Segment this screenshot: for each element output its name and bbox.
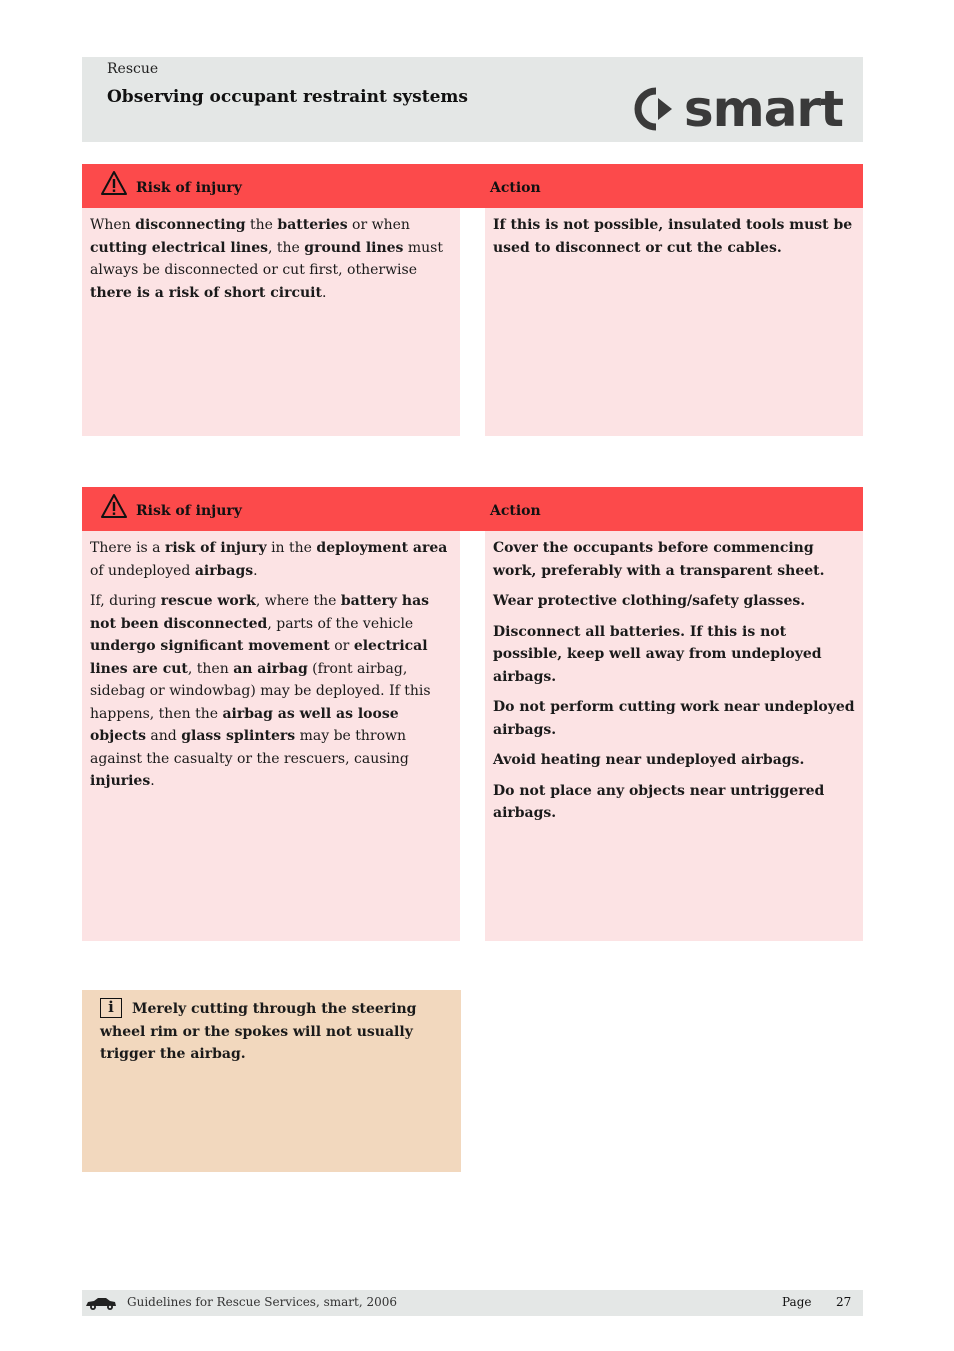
warning-triangle-icon	[100, 493, 128, 519]
table2-risk-paragraph-2: If, during rescue work, where the battery has not been disconnected, parts of the vehicle undergo significant movement or electrical lines are cut, then an airbag (front airbag, sidebag or windowbag) may be deployed. If this happens, then the airbag as well as loose objects and glass splinters may be thrown against the casualty or the rescuers, causing injuries.	[90, 593, 431, 789]
table2-risk-cell	[82, 531, 460, 941]
action-item: Disconnect all batteries. If this is not possible, keep well away from undeployed airbags.	[493, 623, 822, 685]
smart-logo	[634, 80, 843, 138]
section-label: Rescue	[107, 61, 159, 77]
table1-risk-cell	[82, 208, 460, 436]
action-label: Action	[490, 503, 541, 519]
table1-action-text: If this is not possible, insulated tools must be used to disconnect or cut the cables.	[493, 217, 853, 256]
page-footer	[82, 1290, 863, 1316]
page-number: 27	[836, 1295, 852, 1309]
action-label: Action	[490, 180, 541, 196]
table2-risk-paragraph-1: There is a risk of injury in the deployment area of undeployed airbags.	[90, 540, 448, 579]
info-icon: i	[100, 998, 122, 1018]
smart-logo-mark	[634, 87, 678, 131]
action-item: Do not perform cutting work near undeployed airbags.	[493, 699, 855, 738]
table2-header	[82, 487, 863, 531]
info-note-text: Merely cutting through the steering wheel rim or the spokes will not usually trigger the airbag.	[100, 1001, 417, 1062]
car-icon	[84, 1295, 118, 1311]
smart-logo-text: smart	[683, 80, 843, 138]
warning-triangle-icon	[100, 170, 128, 196]
info-note	[82, 990, 461, 1172]
risk-of-injury-label: Risk of injury	[136, 180, 242, 196]
page-label: Page	[782, 1295, 812, 1309]
table1-header	[82, 164, 863, 208]
table1-risk-text: When disconnecting the batteries or when cutting electrical lines, the ground lines must always be disconnected or cut first, otherwise there is a risk of short circuit.	[90, 217, 443, 301]
risk-of-injury-label: Risk of injury	[136, 503, 242, 519]
action-item: Cover the occupants before commencing work, preferably with a transparent sheet.	[493, 540, 825, 579]
action-item: Do not place any objects near untriggered airbags.	[493, 782, 825, 821]
table1-action-cell	[485, 208, 863, 436]
action-item: Avoid heating near undeployed airbags.	[493, 752, 805, 768]
page-header	[82, 57, 863, 142]
page-title: Observing occupant restraint systems	[107, 87, 468, 107]
footer-text: Guidelines for Rescue Services, smart, 2006	[127, 1295, 397, 1309]
table2-action-cell	[485, 531, 863, 941]
action-item: Wear protective clothing/safety glasses.	[493, 593, 806, 609]
